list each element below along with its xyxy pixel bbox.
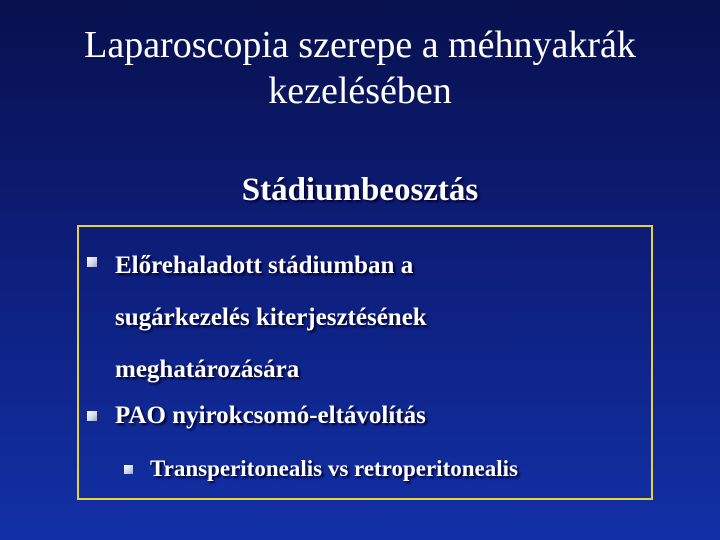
bullet-item-1-line-2: sugárkezelés kiterjesztésének (115, 304, 427, 331)
bullet-item-1-line-3: meghatározására (115, 356, 300, 383)
slide-title (0, 22, 720, 114)
bullet-item-1-line-1: Előrehaladott stádiumban a (115, 252, 414, 279)
slide-title-line-1: Laparoscopia szerepe a méhnyakrák (84, 24, 636, 66)
slide-title-line-2: kezelésében (268, 70, 452, 112)
square-bullet-icon (87, 257, 97, 267)
slide-subtitle: Stádiumbeosztás (241, 172, 479, 208)
square-bullet-icon (124, 465, 133, 474)
square-bullet-icon (87, 411, 97, 421)
sub-bullet-item-1: Transperitonealis vs retroperitonealis (150, 456, 518, 481)
bullet-item-1 (115, 240, 635, 396)
bullet-item-2: PAO nyirokcsomó-eltávolítás (115, 402, 426, 429)
